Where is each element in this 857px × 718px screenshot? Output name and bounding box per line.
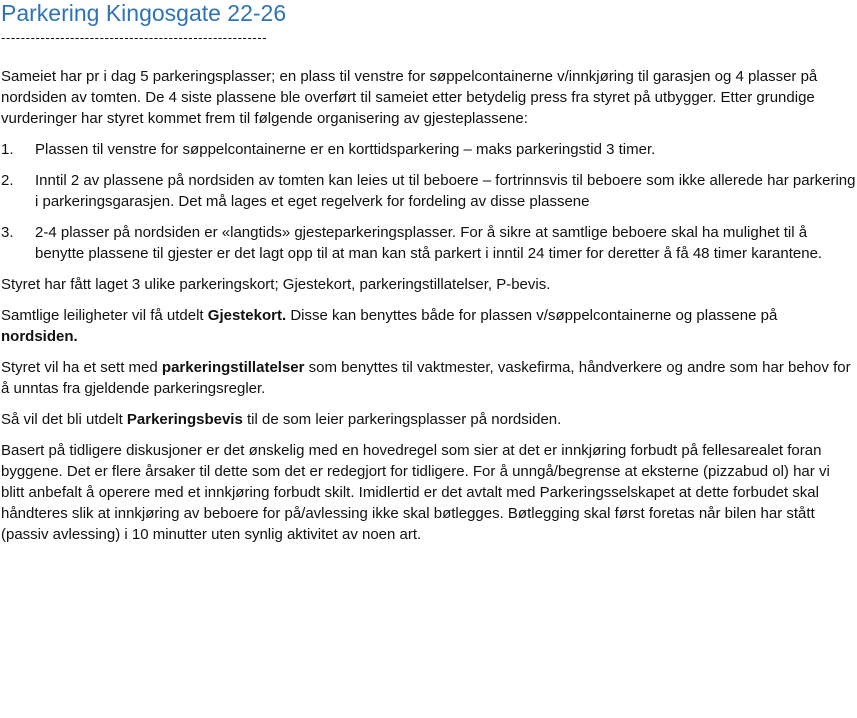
title-separator: ------------------------------------------------------ xyxy=(1,30,268,45)
list-item-number: 3. xyxy=(1,224,14,241)
gjestekort-text-before: Samtlige leiligheter vil få utdelt xyxy=(1,307,208,324)
cards-paragraph: Styret har fått laget 3 ulike parkeringskort; Gjestekort, parkeringstillatelser, P-bevis. xyxy=(1,276,551,293)
rules-list xyxy=(1,139,857,264)
list-item xyxy=(1,222,857,264)
gjestekort-text-middle: Disse kan benyttes både for plassen v/søppelcontainerne og plassene på xyxy=(286,307,778,324)
intro-paragraph: Sameiet har pr i dag 5 parkeringsplasser; en plass til venstre for søppelcontainerne v/innkjøring til garasjen og 4 plasser på nordsiden av tomten. De 4 siste plassene ble overført til sameiet etter betydelig press fra styret på utbygger. Etter grundige vurderinger har styret kommet frem til følgende organisering av gjesteplassene: xyxy=(1,68,818,127)
gjestekort-paragraph xyxy=(1,305,857,347)
parkeringsbevis-paragraph xyxy=(1,409,857,430)
innkjoring-paragraph: Basert på tidligere diskusjoner er det ønskelig med en hovedregel som sier at det er innkjøring forbudt på fellesarealet foran byggene. Det er flere årsaker til dette som det er redegjort for tidligere. For å unngå/begrense at eksterne (pizzabud ol) har vi blitt anbefalt å operere med et innkjøring forbudt skilt. Imidlertid er det avtalt med Parkeringsselskapet at dette forbudet skal håndteres slik at innkjøring av beboere for på/avlessing ikke skal bøtlegges. Bøtlegging skal først foretas når bilen har stått (passiv avlessing) i 10 minutter uten synlig aktivitet av noen art. xyxy=(1,442,830,543)
parkeringsbevis-bold: Parkeringsbevis xyxy=(126,411,243,428)
gjestekort-bold: Gjestekort. xyxy=(207,307,287,324)
page-title: Parkering Kingosgate 22-26 xyxy=(1,0,287,26)
list-item-number: 2. xyxy=(1,172,14,189)
parkeringsbevis-text-before: Så vil det bli utdelt xyxy=(1,411,127,428)
document-body xyxy=(1,66,857,555)
list-item-text: 2-4 plasser på nordsiden er «langtids» gjesteparkeringsplasser. For å sikre at samtlige beboere skal ha mulighet til å benytte plassene til gjester er det lagt opp til at man kan stå parkert i inntil 24 timer for deretter å få 48 timer karantene. xyxy=(35,224,823,262)
list-item-number: 1. xyxy=(1,141,14,158)
gjestekort-bold-2: nordsiden. xyxy=(1,328,78,345)
list-item xyxy=(1,170,857,212)
tillatelser-bold: parkeringstillatelser xyxy=(161,359,305,376)
list-item-text: Plassen til venstre for søppelcontainerne er en korttidsparkering – maks parkeringstid 3 timer. xyxy=(35,141,656,158)
tillatelser-paragraph xyxy=(1,357,857,399)
tillatelser-text-before: Styret vil ha et sett med xyxy=(1,359,162,376)
tillatelser-text-after: som benyttes til vaktmester, vaskefirma, håndverkere og andre som har behov for å unntas fra gjeldende parkeringsregler. xyxy=(1,359,851,397)
parkeringsbevis-text-after: til de som leier parkeringsplasser på nordsiden. xyxy=(242,411,562,428)
list-item xyxy=(1,139,857,160)
list-item-text: Inntil 2 av plassene på nordsiden av tomten kan leies ut til beboere – fortrinnsvis til beboere som ikke allerede har parkering i parkeringsgarasjen. Det må lages et eget regelverk for fordeling av disse plassene xyxy=(35,172,856,210)
